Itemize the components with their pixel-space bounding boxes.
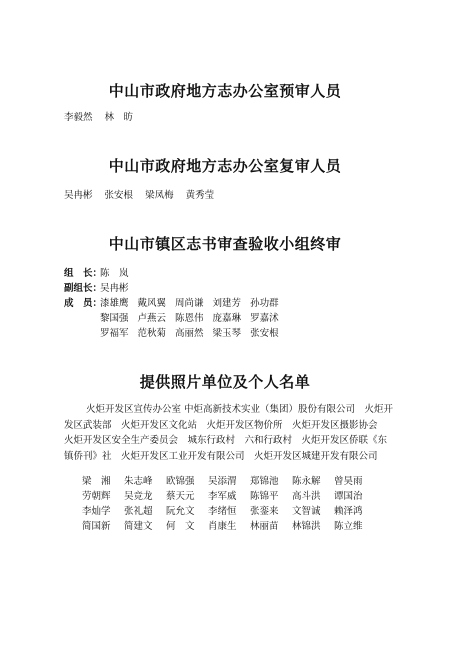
- members-row-1: [64, 297, 288, 310]
- members-row-3: [100, 327, 288, 340]
- person-name: 文智诚: [292, 506, 321, 517]
- person-name: 肖康生: [208, 521, 237, 532]
- name: 周尚谦: [175, 298, 204, 309]
- person-name: 梁 湘: [82, 476, 111, 487]
- person-name: 林丽苗: [250, 521, 279, 532]
- person-name: 李绪恒: [208, 506, 237, 517]
- person-name: 陈立维: [334, 521, 363, 532]
- leader-row: [64, 267, 129, 280]
- person-name: 张礼超: [124, 506, 153, 517]
- pre-review-names: [64, 111, 142, 124]
- name: 罗福军: [100, 328, 129, 339]
- person-name: 欧锦强: [166, 476, 195, 487]
- leader-label: 组 长：: [64, 268, 103, 279]
- vice-name: 吴冉彬: [100, 283, 129, 294]
- name: 梁玉琴: [212, 328, 242, 339]
- person-name: 郑锦池: [250, 476, 279, 487]
- name: 刘建芳: [212, 298, 242, 309]
- vice-row: [64, 282, 129, 295]
- name: 高丽然: [175, 328, 204, 339]
- person-name: 曾昊雨: [334, 476, 363, 487]
- person-name: 谭国治: [334, 491, 363, 502]
- person-name: 高斗洪: [292, 491, 321, 502]
- person-name: 阮允文: [166, 506, 195, 517]
- person-name: 吴竞龙: [124, 491, 153, 502]
- leader-name: 陈 岚: [100, 268, 129, 279]
- name: 李毅然: [64, 112, 93, 123]
- heading-final-review: 中山市镇区志书审查验收小组终审: [108, 235, 342, 253]
- person-name: 赖泽鸿: [334, 506, 363, 517]
- name: 黄秀莹: [185, 190, 215, 201]
- heading-re-review: 中山市政府地方志办公室复审人员: [108, 157, 342, 175]
- person-name: 何 文: [166, 521, 195, 532]
- name: 戴风翼: [137, 298, 167, 309]
- person-name: 李灿学: [82, 506, 111, 517]
- name: 范秋菊: [137, 328, 167, 339]
- person-name: 蔡天元: [166, 491, 195, 502]
- heading-pre-review: 中山市政府地方志办公室预审人员: [108, 82, 342, 100]
- name: 黎国强: [100, 313, 129, 324]
- name: 庞嘉琳: [212, 313, 242, 324]
- members-label: 成 员：: [64, 298, 103, 309]
- name: 陈恩伟: [175, 313, 204, 324]
- person-name: 林锦洪: [292, 521, 321, 532]
- name: 漆雄鹰: [100, 298, 129, 309]
- photo-units-paragraph: 火炬开发区宣传办公室 中炬高新技术实业（集团）股份有限公司 火炬开发区武装部 火炬开发区文化站 火炬开发区物价所 火炬开发区摄影协会 火炬开发区安全生产委员会 城东行政村 六和行政村 火炬开发区侨联《东镇侨刊》社 火炬开发区工业开发有限公司 火炬开发区城建开发有限公司: [64, 404, 394, 462]
- heading-photo-providers: 提供照片单位及个人名单: [139, 373, 311, 391]
- vice-label: 副组长：: [64, 283, 103, 294]
- person-name: 陈锦平: [250, 491, 279, 502]
- person-name: 朱志峰: [124, 476, 153, 487]
- name: 吴冉彬: [64, 190, 93, 201]
- name: 林 昉: [104, 112, 134, 123]
- name: 张安根: [250, 328, 279, 339]
- members-row-2: [100, 312, 288, 325]
- person-name: 简建文: [124, 521, 153, 532]
- person-name: 李军威: [208, 491, 237, 502]
- person-name: 劳朝辉: [82, 491, 111, 502]
- person-name: 吴添渭: [208, 476, 237, 487]
- name: 孙功群: [250, 298, 279, 309]
- name: 罗嘉沭: [250, 313, 279, 324]
- person-name: 简国新: [82, 521, 111, 532]
- re-review-names: [64, 189, 223, 202]
- person-name: 张銮来: [250, 506, 279, 517]
- person-name: 陈永解: [292, 476, 321, 487]
- photo-people-grid: [82, 474, 382, 534]
- name: 梁凤梅: [145, 190, 174, 201]
- name: 卢燕云: [137, 313, 167, 324]
- name: 张安根: [104, 190, 134, 201]
